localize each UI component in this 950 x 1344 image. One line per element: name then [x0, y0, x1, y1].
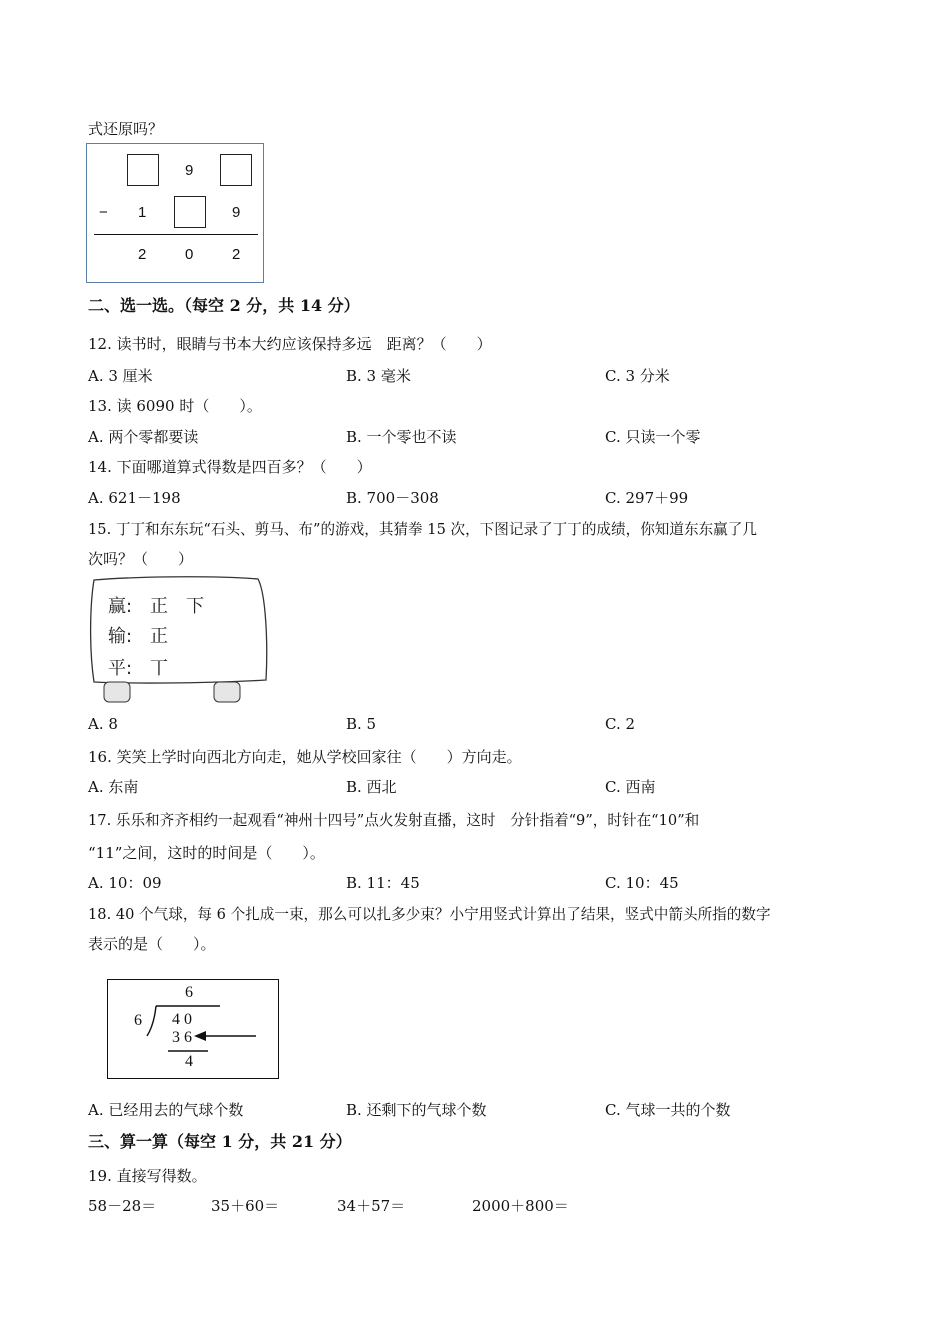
division-figure	[107, 979, 279, 1079]
digit: 1	[138, 204, 147, 221]
arithmetic-item: 58－28＝	[88, 1197, 157, 1215]
option-a[interactable]: A. 两个零都要读	[88, 428, 199, 446]
subtraction-figure	[86, 143, 264, 283]
arithmetic-item: 35＋60＝	[211, 1197, 280, 1215]
tally-draw-label: 平:	[108, 658, 133, 679]
section-title: 三、算一算（每空 1 分，共 21 分）	[88, 1132, 352, 1151]
question-intro-tail: 式还原吗？	[88, 120, 164, 138]
tally-draw-marks: 丅	[150, 658, 168, 679]
option-b[interactable]: B. 一个零也不读	[346, 428, 457, 446]
minus-sign: −	[99, 204, 108, 221]
option-c[interactable]: C. 气球一共的个数	[605, 1101, 731, 1119]
option-b[interactable]: B. 700－308	[346, 489, 439, 507]
division-bracket	[108, 980, 280, 1080]
option-a[interactable]: A. 621－198	[88, 489, 181, 507]
option-a[interactable]: A. 8	[88, 715, 118, 733]
blank-box	[127, 154, 159, 186]
digit: 2	[138, 246, 147, 263]
question-17: 17. 乐乐和齐齐相约一起观看“神州十四号”点火发射直播，这时 分针指着“9”，时针在“10”和	[88, 812, 700, 829]
option-c[interactable]: C. 3 分米	[605, 367, 670, 385]
question-12: 12. 读书时，眼睛与书本大约应该保持多远 距离？（ ）	[88, 335, 492, 353]
arithmetic-item: 34＋57＝	[337, 1197, 406, 1215]
tally-win-label: 赢:	[108, 596, 133, 617]
option-a[interactable]: A. 已经用去的气球个数	[88, 1101, 244, 1119]
blank-box	[220, 154, 252, 186]
option-a[interactable]: A. 东南	[88, 778, 139, 796]
divisor: 6	[134, 1012, 142, 1029]
section-title: 二、选一选。（每空 2 分，共 14 分）	[88, 296, 360, 315]
tally-win-marks: 正 下	[150, 596, 204, 617]
product: 3 6	[172, 1029, 192, 1046]
option-b[interactable]: B. 3 毫米	[346, 367, 411, 385]
option-c[interactable]: C. 297＋99	[605, 489, 689, 507]
question-18: 18. 40 个气球，每 6 个扎成一束，那么可以扎多少束？小宁用竖式计算出了结果，竖式中箭头所指的数字	[88, 906, 771, 923]
blank-box	[174, 196, 206, 228]
tally-board	[88, 574, 268, 704]
question-19: 19. 直接写得数。	[88, 1167, 207, 1185]
question-14: 14. 下面哪道算式得数是四百多？（ ）	[88, 458, 372, 476]
option-b[interactable]: B. 西北	[346, 778, 397, 796]
remainder: 4	[185, 1053, 193, 1070]
digit: 9	[232, 204, 241, 221]
option-c[interactable]: C. 西南	[605, 778, 656, 796]
tally-lose-marks: 正	[150, 626, 168, 647]
option-b[interactable]: B. 5	[346, 715, 377, 733]
option-c[interactable]: C. 2	[605, 715, 636, 733]
question-17-cont: “11”之间，这时的时间是（ ）。	[88, 844, 325, 862]
option-c[interactable]: C. 10：45	[605, 874, 679, 892]
question-16: 16. 笑笑上学时向西北方向走，她从学校回家往（ ）方向走。	[88, 748, 522, 766]
digit: 0	[185, 246, 194, 263]
option-b[interactable]: B. 11：45	[346, 874, 420, 892]
option-b[interactable]: B. 还剩下的气球个数	[346, 1101, 487, 1119]
option-a[interactable]: A. 10：09	[88, 874, 162, 892]
sum-line	[94, 234, 258, 235]
dividend: 4 0	[172, 1011, 192, 1028]
quotient: 6	[185, 984, 193, 1001]
question-15-cont: 次吗？（ ）	[88, 550, 194, 568]
digit: 2	[232, 246, 241, 263]
arithmetic-item: 2000＋800＝	[472, 1197, 569, 1215]
option-a[interactable]: A. 3 厘米	[88, 367, 153, 385]
question-15: 15. 丁丁和东东玩“石头、剪马、布”的游戏，其猜拳 15 次，下图记录了丁丁的成绩，你知道东东赢了几	[88, 521, 757, 538]
question-18-cont: 表示的是（ ）。	[88, 935, 216, 953]
tally-lose-label: 输:	[108, 626, 133, 647]
digit: 9	[185, 162, 194, 179]
question-13: 13. 读 6090 时（ ）。	[88, 397, 262, 415]
option-c[interactable]: C. 只读一个零	[605, 428, 701, 446]
